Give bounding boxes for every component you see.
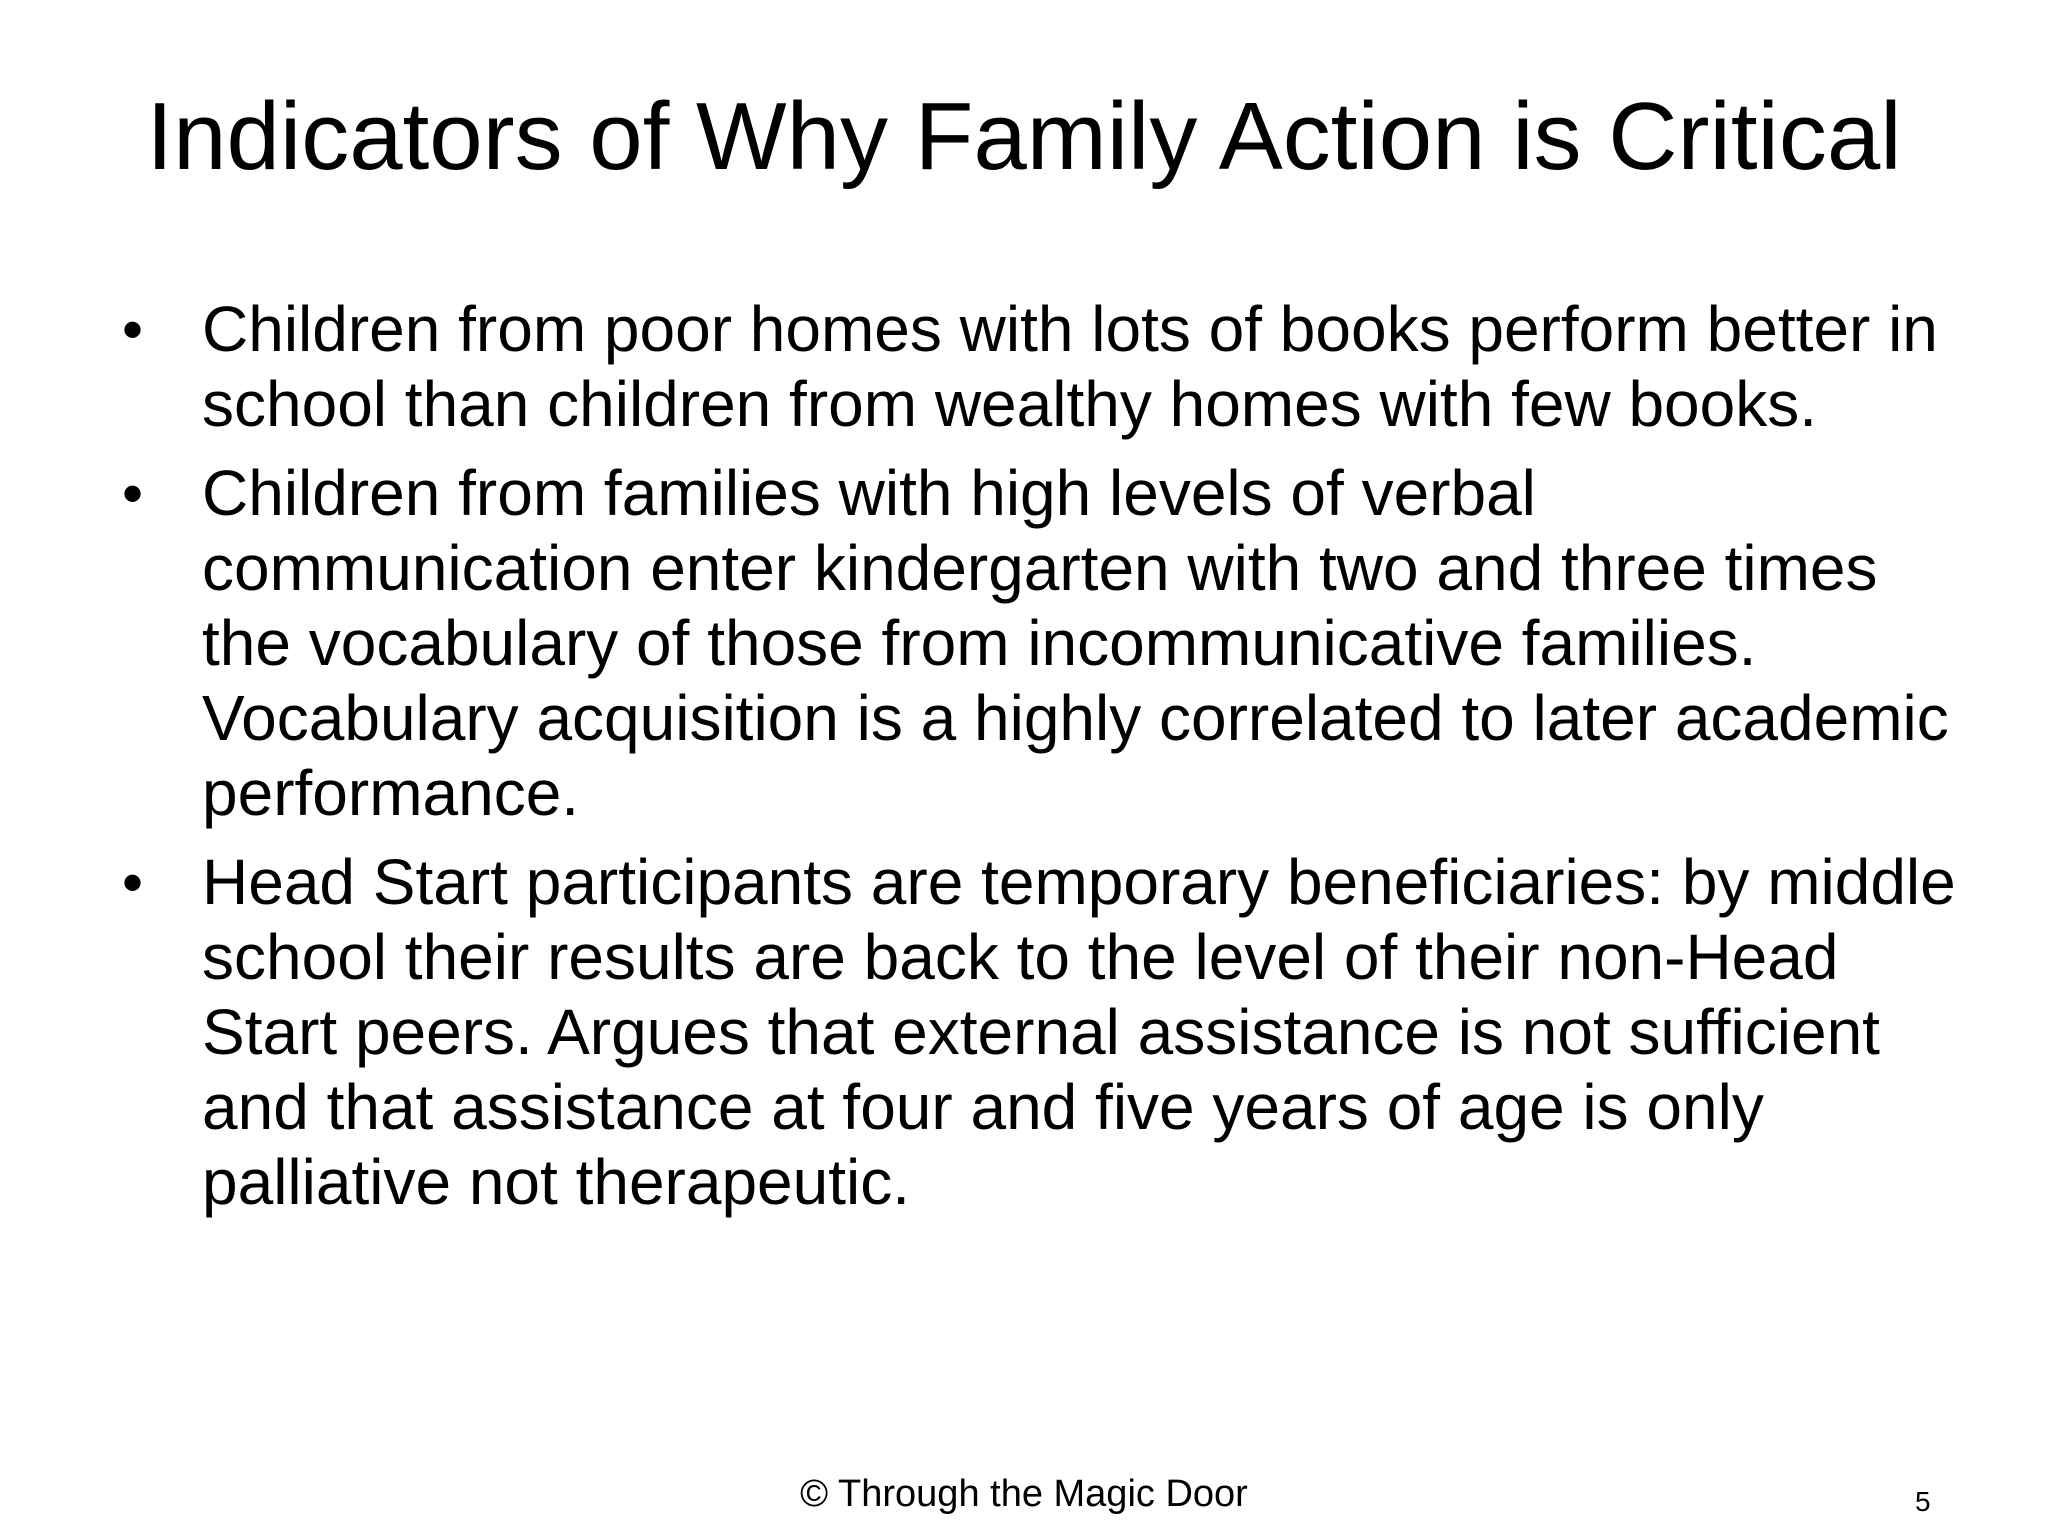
- bullet-text: Children from poor homes with lots of books perform better in school than children from wealthy homes with few books.: [202, 293, 1938, 440]
- bullet-text: Children from families with high levels of verbal communication enter kindergarten with two and three times the vocabulary of those from incommunicative families. Vocabulary acquisition is a highly correlated to later academic performance.: [202, 457, 1949, 829]
- bullet-text: Head Start participants are temporary beneficiaries: by middle school their results are back to the level of their non-Head Start peers. Argues that external assistance is not sufficient and that assistance at four and five years of age is only palliative not therapeutic.: [202, 846, 1956, 1218]
- bullet-dot-icon: •: [122, 460, 144, 527]
- bullet-dot-icon: •: [122, 296, 144, 363]
- page-number: 5: [1915, 1486, 1931, 1517]
- slide-title: Indicators of Why Family Action is Critical: [146, 83, 1902, 190]
- bullet-item: [120, 845, 1960, 1220]
- bullet-item: [120, 292, 1960, 442]
- copyright-footer: © Through the Magic Door: [800, 1473, 1248, 1515]
- bullet-item: [120, 456, 1960, 831]
- bullet-list: [120, 292, 1960, 1234]
- bullet-dot-icon: •: [122, 849, 144, 916]
